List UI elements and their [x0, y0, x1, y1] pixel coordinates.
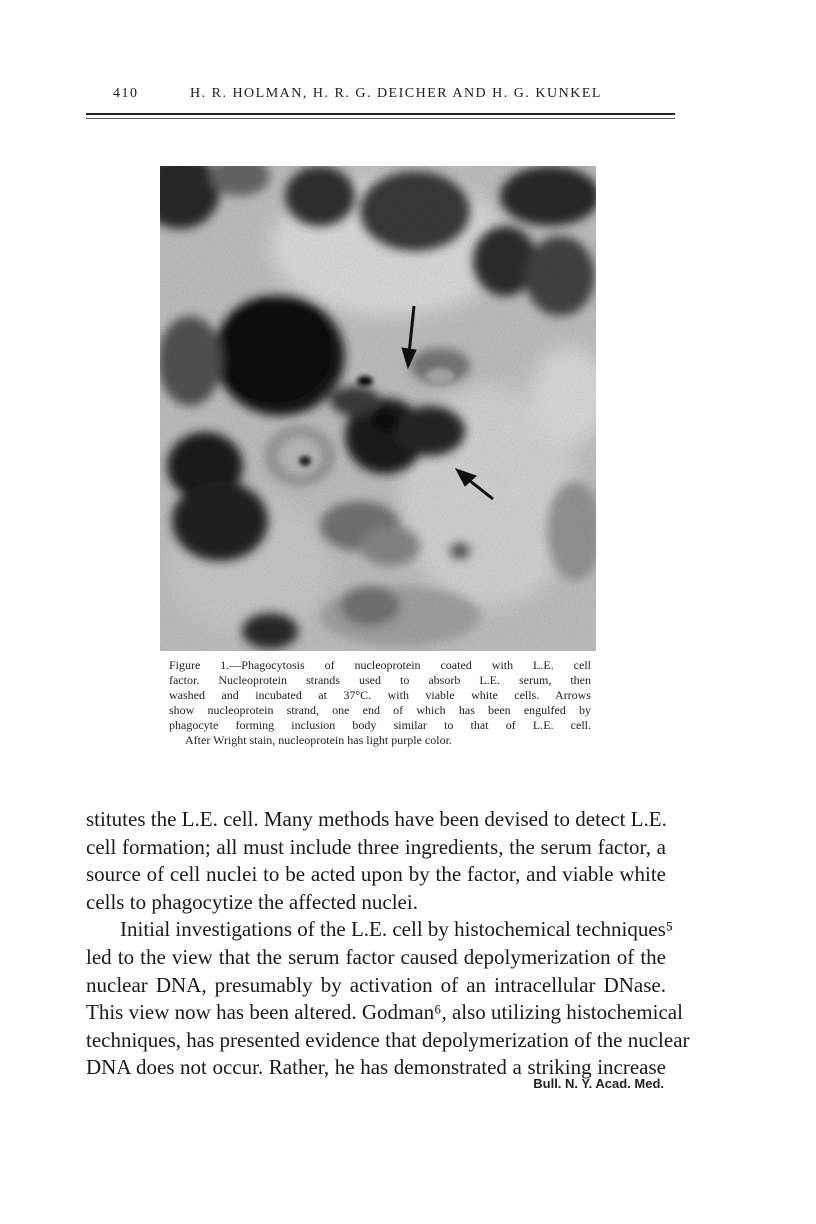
body-line: nuclear DNA, presumably by activation of an intracellular DNase. — [86, 972, 666, 997]
body-line: cells to phagocytize the affected nuclei. — [86, 889, 418, 914]
body-line: cell formation; all must include three ingredients, the serum factor, a — [86, 834, 666, 859]
body-line: led to the view that the serum factor caused depolymerization of the — [86, 944, 666, 969]
body-line: This view now has been altered. Godman⁶, also utilizing histochemical — [86, 1000, 683, 1025]
page-header — [113, 86, 673, 108]
caption-line: After Wright stain, nucleoprotein has light purple color. — [185, 733, 452, 747]
body-text — [86, 806, 690, 1082]
caption-line: show nucleoprotein strand, one end of which has been engulfed by — [169, 703, 591, 717]
caption-line: washed and incubated at 37°C. with viable white cells. Arrows — [169, 688, 591, 702]
running-head: H. R. HOLMAN, H. R. G. DEICHER AND H. G. KUNKEL — [190, 86, 602, 101]
caption-line: factor. Nucleoprotein strands used to absorb L.E. serum, then — [169, 673, 591, 687]
figure-caption — [169, 658, 591, 748]
body-line: DNA does not occur. Rather, he has demonstrated a striking increase — [86, 1055, 666, 1080]
micrograph-figure — [160, 166, 596, 651]
micrograph-image — [160, 166, 596, 651]
page-number: 410 — [113, 86, 139, 101]
header-rule — [86, 113, 675, 115]
caption-line: Figure 1.—Phagocytosis of nucleoprotein coated with L.E. cell — [169, 658, 591, 672]
journal-footer: Bull. N. Y. Acad. Med. — [533, 1076, 664, 1091]
caption-line: phagocyte forming inclusion body similar to that of L.E. cell. — [169, 718, 591, 732]
body-line: techniques, has presented evidence that depolymerization of the nuclear — [86, 1027, 690, 1052]
body-line: Initial investigations of the L.E. cell by histochemical techniques⁵ — [120, 917, 674, 942]
body-line: stitutes the L.E. cell. Many methods have been devised to detect L.E. — [86, 807, 667, 831]
body-line: source of cell nuclei to be acted upon by the factor, and viable white — [86, 862, 666, 887]
header-rule-thin — [86, 118, 675, 119]
